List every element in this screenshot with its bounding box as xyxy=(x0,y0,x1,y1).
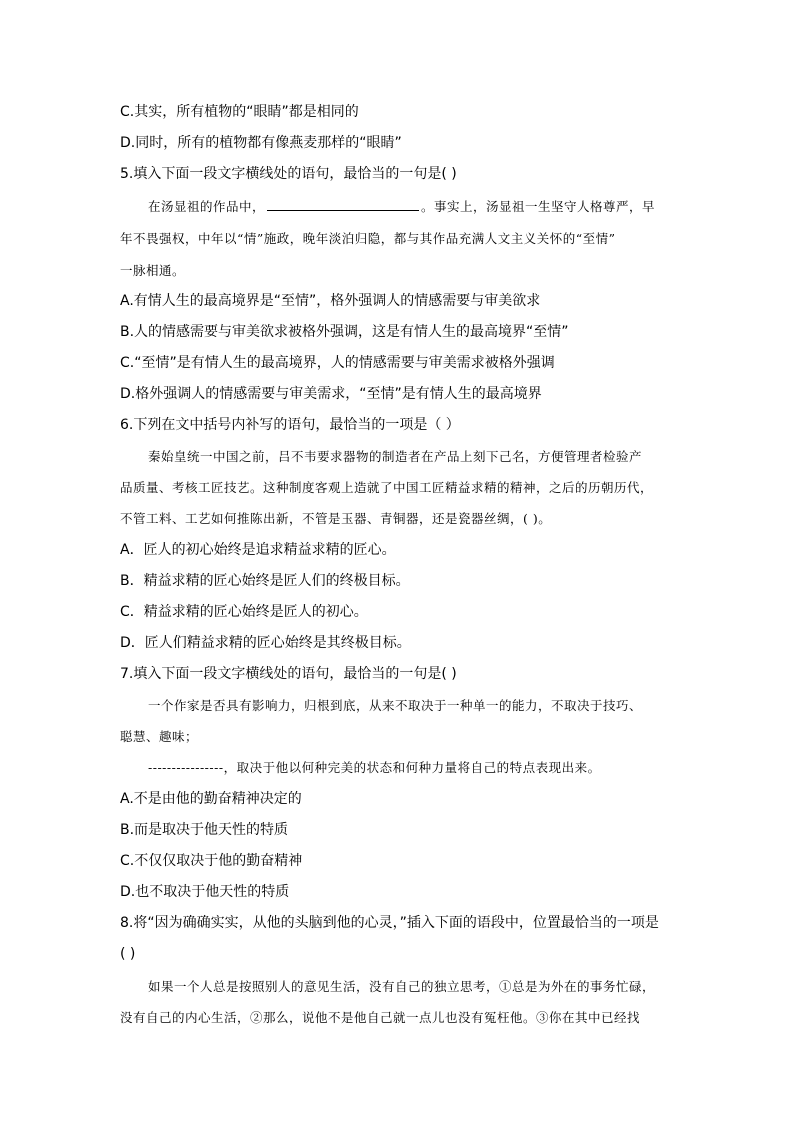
question-7: 7.填入下面一段文字横线处的语句，最恰当的一句是( ) xyxy=(120,666,457,682)
q5-option-d: D.格外强调人的情感需要与审美需求，“至情”是有情人生的最高境界 xyxy=(120,386,542,402)
question-8-paren: ( ) xyxy=(120,946,136,962)
q6-option-c: C．精益求精的匠心始终是匠人的初心。 xyxy=(120,604,368,620)
q5-passage-line-3: 一脉相通。 xyxy=(120,263,186,278)
q6-option-d: D．匠人们精益求精的匠心始终是其终极目标。 xyxy=(120,635,411,651)
q5-passage-line-2: 年不畏强权，中年以“情”施政，晚年淡泊归隐，都与其作品充满人文主义关怀的“至情” xyxy=(120,231,616,246)
q7-passage-line-3: ----------------，取决于他以何种完美的状态和何种力量将自己的特点表现出来。 xyxy=(148,760,601,775)
q7-option-a: A.不是由他的勤奋精神决定的 xyxy=(120,791,302,807)
question-5: 5.填入下面一段文字横线处的语句，最恰当的一句是( ) xyxy=(120,166,457,182)
q6-option-a: A．匠人的初心始终是追求精益求精的匠心。 xyxy=(120,542,396,558)
q8-passage-line-2: 没有自己的内心生活，②那么，说他不是他自己就一点儿也没有冤枉他。③你在其中已经找 xyxy=(120,1010,641,1025)
q8-passage-line-1: 如果一个人总是按照别人的意见生活，没有自己的独立思考，①总是为外在的事务忙碌， xyxy=(148,979,656,994)
q7-passage-line-2: 聪慧、趣味； xyxy=(120,729,199,744)
q5-passage-post: 。事实上，汤显祖一生坚守人格尊严，早 xyxy=(421,199,656,214)
q5-option-b: B.人的情感需要与审美欲求被格外强调，这是有情人生的最高境界“至情” xyxy=(120,324,569,340)
q4-option-d: D.同时，所有的植物都有像燕麦那样的“眼睛” xyxy=(120,135,402,151)
q4-option-c: C.其实，所有植物的“眼睛”都是相同的 xyxy=(120,104,359,120)
q5-passage-line-1 xyxy=(148,196,655,217)
q7-passage-line-1: 一个作家是否具有影响力，归根到底，从来不取决于一种单一的能力，不取决于技巧、 xyxy=(148,698,643,713)
q6-passage-line-2: 品质量、考核工匠技艺。这种制度客观上造就了中国工匠精益求精的精神，之后的历朝历代， xyxy=(120,480,654,495)
question-6: 6.下列在文中括号内补写的语句，最恰当的一项是（ ） xyxy=(120,417,460,433)
q6-option-b: B．精益求精的匠心始终是匠人们的终极目标。 xyxy=(120,573,410,589)
q5-option-a: A.有情人生的最高境界是“至情”，格外强调人的情感需要与审美欲求 xyxy=(120,293,541,309)
q7-option-b: B.而是取决于他天性的特质 xyxy=(120,822,289,838)
q5-passage-pre: 在汤显祖的作品中， xyxy=(148,199,266,214)
q7-option-c: C.不仅仅取决于他的勤奋精神 xyxy=(120,853,303,869)
answer-blank xyxy=(267,196,419,211)
q6-passage-line-1: 秦始皇统一中国之前，吕不韦要求器物的制造者在产品上刻下己名，方便管理者检验产 xyxy=(148,449,643,464)
q6-passage-line-3: 不管工料、工艺如何推陈出新，不管是玉器、青铜器，还是瓷器丝绸，( )。 xyxy=(120,511,552,526)
q7-option-d: D.也不取决于他天性的特质 xyxy=(120,884,290,900)
q5-option-c: C.“至情”是有情人生的最高境界，人的情感需要与审美需求被格外强调 xyxy=(120,355,555,371)
question-8: 8.将“因为确确实实，从他的头脑到他的心灵，”插入下面的语段中，位置最恰当的一项是 xyxy=(120,915,659,931)
